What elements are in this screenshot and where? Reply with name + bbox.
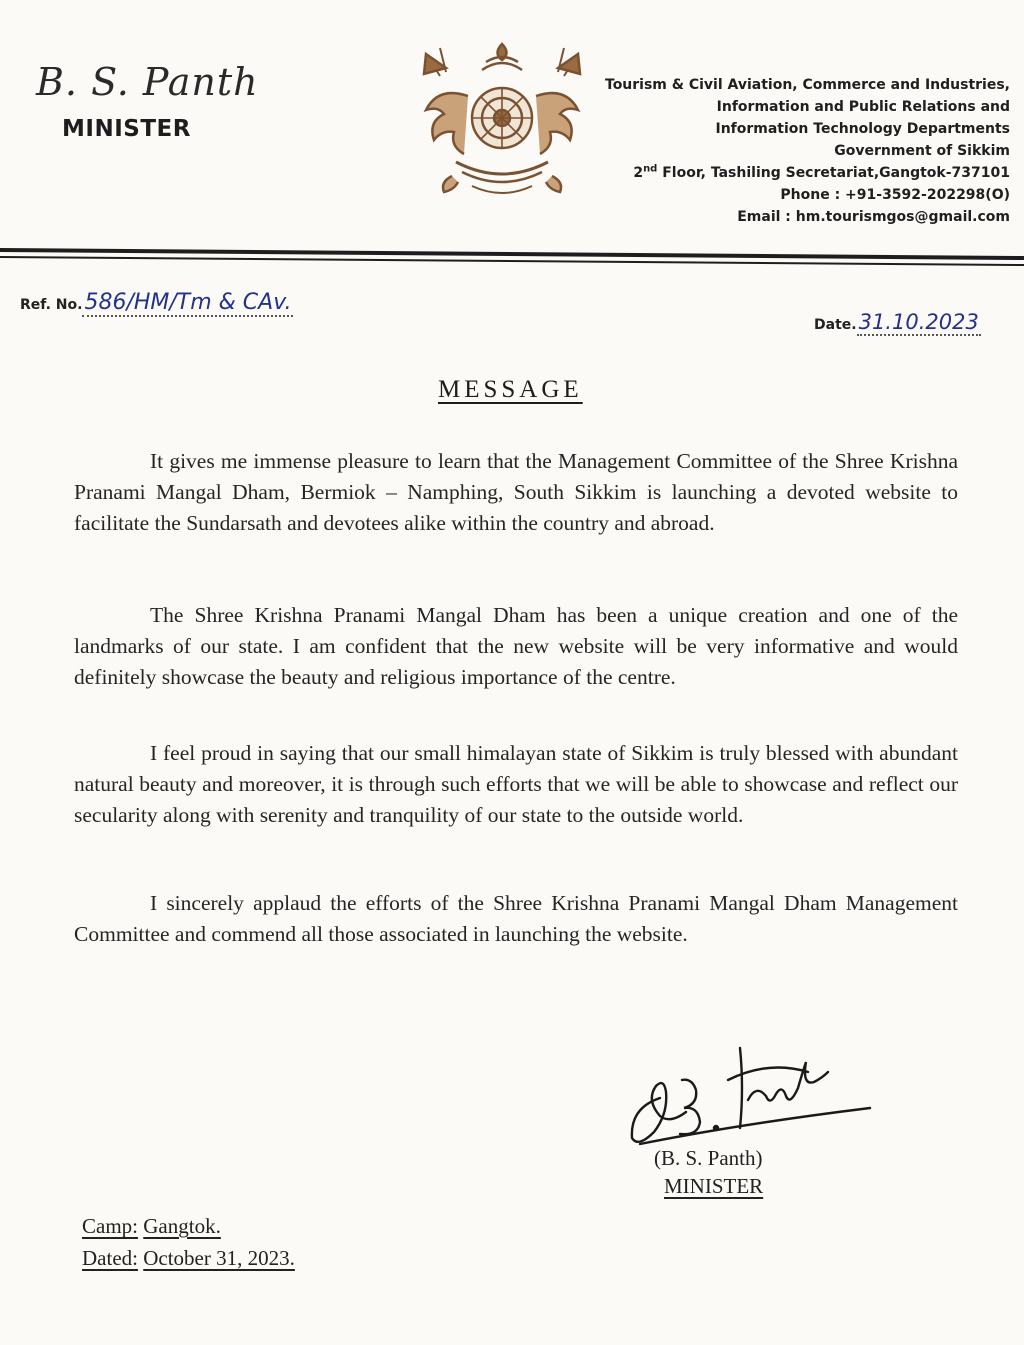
camp-value: Gangtok.: [143, 1214, 221, 1238]
department-line-1: Tourism & Civil Aviation, Commerce and Industries,: [605, 77, 1010, 93]
address-line: [590, 162, 1010, 184]
department-line-3: Information Technology Departments: [715, 121, 1010, 137]
letterhead-name: B. S. Panth: [36, 60, 259, 104]
address-rest: Floor, Tashiling Secretariat,Gangtok-737101: [657, 165, 1010, 181]
date-value: 31.10.2023: [858, 310, 979, 334]
message-paragraph-4: I sincerely applaud the efforts of the Shree Krishna Pranami Mangal Dham Management Committee and commend all those associated in launching the website.: [74, 891, 958, 946]
message-paragraph-3: I feel proud in saying that our small himalayan state of Sikkim is truly blessed with abundant natural beauty and moreover, it is through such efforts that we will be able to showcase and reflect our secularity along with serenity and tranquility of our state to the outside world.: [74, 741, 958, 827]
message-paragraph-2: The Shree Krishna Pranami Mangal Dham has been a unique creation and one of the landmarks of our state. I am confident that the new website will be very informative and would definitely showcase the beauty and religious importance of the centre.: [74, 603, 958, 689]
letterhead-title: MINISTER: [62, 116, 191, 142]
phone-line: Phone : +91-3592-202298(O): [780, 187, 1010, 203]
reference-number: [20, 290, 293, 315]
department-line-2: Information and Public Relations and: [716, 99, 1010, 115]
dated-line: [82, 1246, 295, 1271]
department-line-4: Government of Sikkim: [834, 143, 1010, 159]
message-paragraph-1: It gives me immense pleasure to learn that the Management Committee of the Shree Krishna Pranami Mangal Dham, Bermiok – Namphing, South Sikkim is launching a devoted website to facilitate the Sundarsath and devotees alike within the country and abroad.: [74, 449, 958, 535]
email-line: Email : hm.tourismgos@gmail.com: [737, 209, 1010, 225]
ref-label: Ref. No.: [20, 297, 83, 313]
address-floor-suffix: nd: [643, 163, 658, 175]
signatory-title: MINISTER: [664, 1174, 764, 1198]
date-label: Date.: [814, 317, 857, 333]
camp-line: [82, 1214, 221, 1239]
dated-label: Dated:: [82, 1246, 138, 1270]
ref-value: 586/HM/Tm & CAv.: [84, 290, 292, 315]
address-floor: 2: [633, 165, 644, 181]
letter-date: [814, 310, 981, 334]
department-address-block: [590, 74, 1010, 228]
handwritten-signature: [620, 1040, 880, 1160]
camp-label: Camp:: [82, 1214, 138, 1238]
sikkim-emblem-icon: [402, 36, 602, 206]
dated-value: October 31, 2023.: [143, 1246, 295, 1270]
message-heading: MESSAGE: [438, 376, 583, 403]
signatory-name: (B. S. Panth): [654, 1146, 763, 1170]
